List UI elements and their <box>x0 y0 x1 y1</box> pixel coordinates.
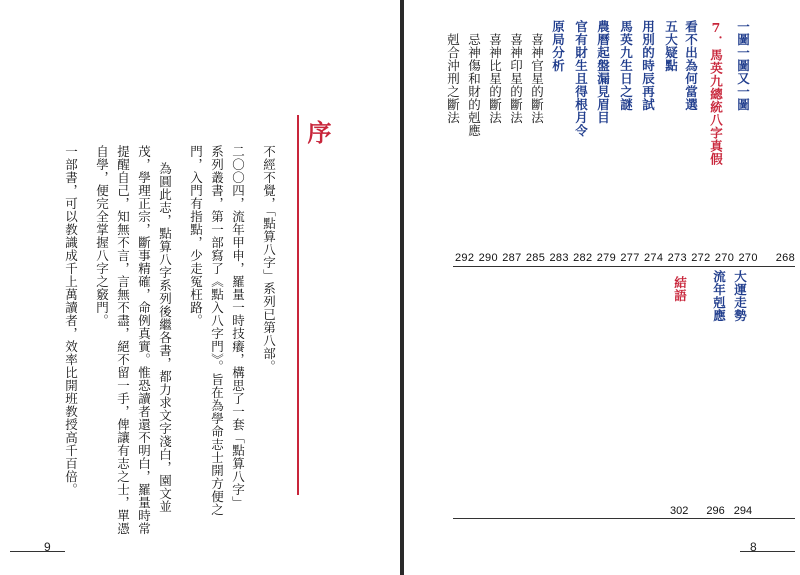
toc-entry: 看不出為何當選 <box>683 20 699 111</box>
footer-rule <box>10 551 65 552</box>
gutter <box>400 0 404 575</box>
footer-rule <box>740 551 795 552</box>
preface-title: 序 <box>303 120 332 144</box>
toc-entry: 原局分析 <box>550 20 566 72</box>
toc-page-number: 272 <box>691 252 711 264</box>
toc-page-number: 285 <box>525 252 546 264</box>
toc-page-number: 282 <box>573 252 593 264</box>
toc-entry: 忌神傷和財的剋應 <box>466 33 482 137</box>
toc-page-number: 283 <box>549 252 569 264</box>
toc-entry: 喜神官星的斷法 <box>529 33 545 124</box>
divider-upper <box>453 266 795 267</box>
toc-page-number: 274 <box>644 252 664 264</box>
toc-entry: 農曆起盤漏見眉目 <box>595 20 611 124</box>
toc-entry: 一圖一圖又一圖 <box>735 20 751 111</box>
toc-page-number: 270 <box>714 252 735 264</box>
right-page <box>405 0 800 575</box>
toc-entry: 大運走勢 <box>732 270 748 322</box>
preface-paragraph: 一部書，可以教識成千上萬讀者，效率比開班教授高千百倍。 <box>63 145 79 496</box>
toc-page-number: 296 <box>706 505 725 517</box>
toc-page-number: 294 <box>733 505 753 517</box>
preface-paragraph: 為圓此志，點算八字系列後繼各書，都力求文字淺白，園文並 <box>157 162 173 513</box>
toc-entry: 流年剋應 <box>711 270 727 322</box>
toc-page-number: 273 <box>667 252 687 264</box>
toc-page-number: 287 <box>502 252 522 264</box>
toc-page-number: 268 <box>775 252 796 264</box>
toc-page-number: 277 <box>620 252 640 264</box>
page-number-list <box>670 505 752 517</box>
preface-paragraph: 提醒自己，知無不言，言無不盡，絕不留一手，俾讓有志之士，單憑 <box>115 145 131 535</box>
page-number: 8 <box>750 540 757 554</box>
preface-paragraph: 二〇〇四，流年甲申，羅量一時技癢，構思了一套「點算八字」 <box>230 145 246 509</box>
page-number: 9 <box>44 540 51 554</box>
toc-entry: 喜神印星的斷法 <box>508 33 524 124</box>
preface-paragraph: 門，入門有指點，少走冤枉路。 <box>188 145 204 327</box>
toc-page-number: 302 <box>670 505 689 517</box>
divider-lower <box>453 518 795 519</box>
toc-page-number: 292 <box>455 252 475 264</box>
title-rule <box>297 115 299 495</box>
toc-entry: 剋合沖刑之斷法 <box>445 33 461 124</box>
page-number-list <box>455 252 795 264</box>
toc-entry: 五大疑點 <box>663 20 679 72</box>
preface-paragraph: 系列叢書，第一部寫了《點入八字門》。旨在為學命志士開方便之 <box>209 145 225 516</box>
preface-paragraph: 不經不覺，「點算八字」系列已第八部。 <box>261 145 277 373</box>
toc-page-number: 279 <box>596 252 617 264</box>
preface-paragraph: 自學，便完全掌握八字之竅門。 <box>94 145 110 327</box>
toc-page-number: 270 <box>738 252 758 264</box>
toc-entry: 結語 <box>672 276 688 302</box>
toc-entry: 喜神比星的斷法 <box>487 33 503 124</box>
preface-paragraph: 茂，學理正宗，斷事精確，命例真實。惟恐讀者還不明白，羅量時常 <box>136 145 152 535</box>
toc-chapter: 7．馬英九總統八字真假 <box>708 20 724 166</box>
toc-entry: 官有財生且得根月令 <box>573 20 589 137</box>
toc-entry: 馬英九生日之謎 <box>618 20 634 111</box>
toc-page-number: 290 <box>478 252 498 264</box>
toc-entry: 用別的時辰再試 <box>640 20 656 111</box>
